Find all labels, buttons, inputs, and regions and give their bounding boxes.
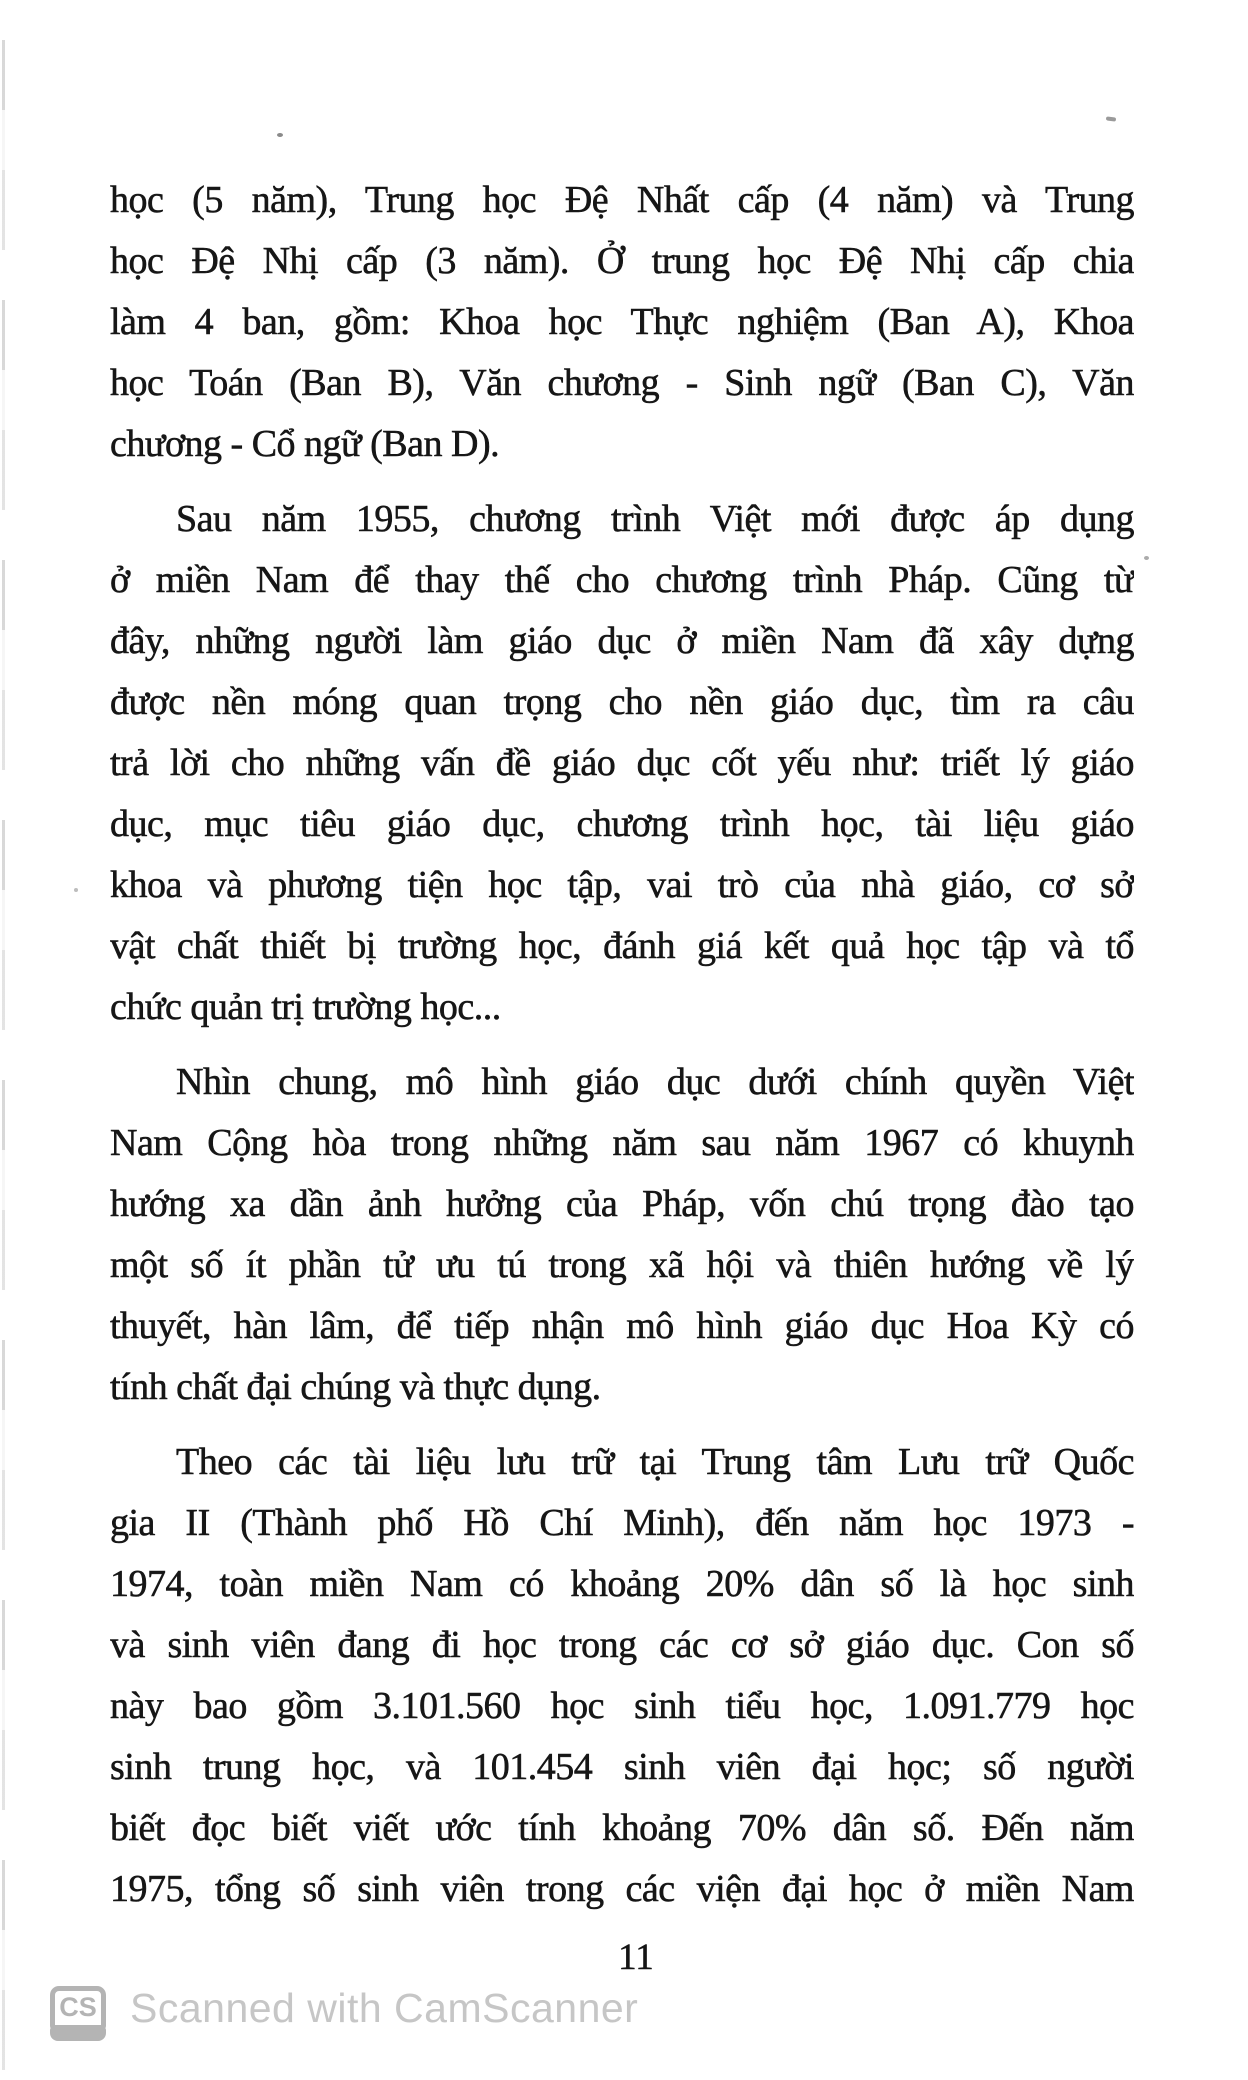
- text-line: Nhìn chung, mô hình giáo dục dưới chính quyền Việt: [176, 1061, 1134, 1103]
- text-line: chức quản trị trường học...: [110, 986, 501, 1028]
- text-line: học Đệ Nhị cấp (3 năm). Ở trung học Đệ Nhị cấp chia: [110, 240, 1134, 282]
- paragraph: [110, 489, 1134, 1038]
- text-line: học Toán (Ban B), Văn chương - Sinh ngữ (Ban C), Văn: [110, 362, 1134, 404]
- watermark-label: Scanned with CamScanner: [130, 1984, 639, 2031]
- page-number: 11: [618, 1937, 654, 1978]
- text-line: đây, những người làm giáo dục ở miền Nam đã xây dựng: [110, 620, 1134, 662]
- scan-artifact-dot: [1144, 556, 1149, 560]
- text-line: Nam Cộng hòa trong những năm sau năm 1967 có khuynh: [110, 1122, 1134, 1164]
- text-line: trả lời cho những vấn đề giáo dục cốt yếu như: triết lý giáo: [110, 742, 1134, 784]
- text-line: dục, mục tiêu giáo dục, chương trình học, tài liệu giáo: [110, 803, 1134, 845]
- camscanner-watermark: [50, 1980, 638, 2036]
- text-line: vật chất thiết bị trường học, đánh giá kết quả học tập và tổ: [110, 925, 1134, 967]
- text-line: Theo các tài liệu lưu trữ tại Trung tâm Lưu trữ Quốc: [176, 1441, 1134, 1483]
- paragraph: [110, 170, 1134, 475]
- text-line: Sau năm 1955, chương trình Việt mới được áp dụng: [176, 498, 1134, 540]
- text-line: được nền móng quan trọng cho nền giáo dục, tìm ra câu: [110, 681, 1134, 723]
- text-line: và sinh viên đang đi học trong các cơ sở giáo dục. Con số: [110, 1624, 1134, 1666]
- text-line: làm 4 ban, gồm: Khoa học Thực nghiệm (Ban A), Khoa: [110, 301, 1134, 343]
- paragraph: [110, 1052, 1134, 1418]
- page-text-block: [110, 170, 1134, 1920]
- camscanner-icon: [50, 1986, 106, 2030]
- paragraph: [110, 1432, 1134, 1920]
- text-line: sinh trung học, và 101.454 sinh viên đại học; số người: [110, 1746, 1134, 1788]
- text-line: khoa và phương tiện học tập, vai trò của nhà giáo, cơ sở: [110, 864, 1134, 906]
- camscanner-icon-label: CS: [59, 1991, 97, 2022]
- scan-edge-artifact: [2, 40, 5, 2080]
- scan-artifact-dot: [74, 888, 78, 892]
- text-line: ở miền Nam để thay thế cho chương trình Pháp. Cũng từ: [110, 559, 1134, 601]
- text-line: này bao gồm 3.101.560 học sinh tiểu học, 1.091.779 học: [110, 1685, 1134, 1727]
- text-line: một số ít phần tử ưu tú trong xã hội và thiên hướng về lý: [110, 1244, 1134, 1286]
- text-line: 1975, tổng số sinh viên trong các viện đại học ở miền Nam: [110, 1868, 1134, 1910]
- camscanner-icon-bar: [50, 2027, 106, 2041]
- text-line: chương - Cổ ngữ (Ban D).: [110, 423, 500, 465]
- text-line: 1974, toàn miền Nam có khoảng 20% dân số là học sinh: [110, 1563, 1134, 1605]
- scan-artifact-dot: [277, 133, 283, 137]
- text-line: biết đọc biết viết ước tính khoảng 70% dân số. Đến năm: [110, 1807, 1134, 1849]
- text-line: gia II (Thành phố Hồ Chí Minh), đến năm học 1973 -: [110, 1502, 1134, 1544]
- text-line: tính chất đại chúng và thực dụng.: [110, 1366, 601, 1408]
- text-line: hướng xa dần ảnh hưởng của Pháp, vốn chú trọng đào tạo: [110, 1183, 1134, 1225]
- text-line: thuyết, hàn lâm, để tiếp nhận mô hình giáo dục Hoa Kỳ có: [110, 1305, 1134, 1347]
- text-line: học (5 năm), Trung học Đệ Nhất cấp (4 năm) và Trung: [110, 179, 1134, 221]
- scan-artifact-dash: [1106, 116, 1116, 121]
